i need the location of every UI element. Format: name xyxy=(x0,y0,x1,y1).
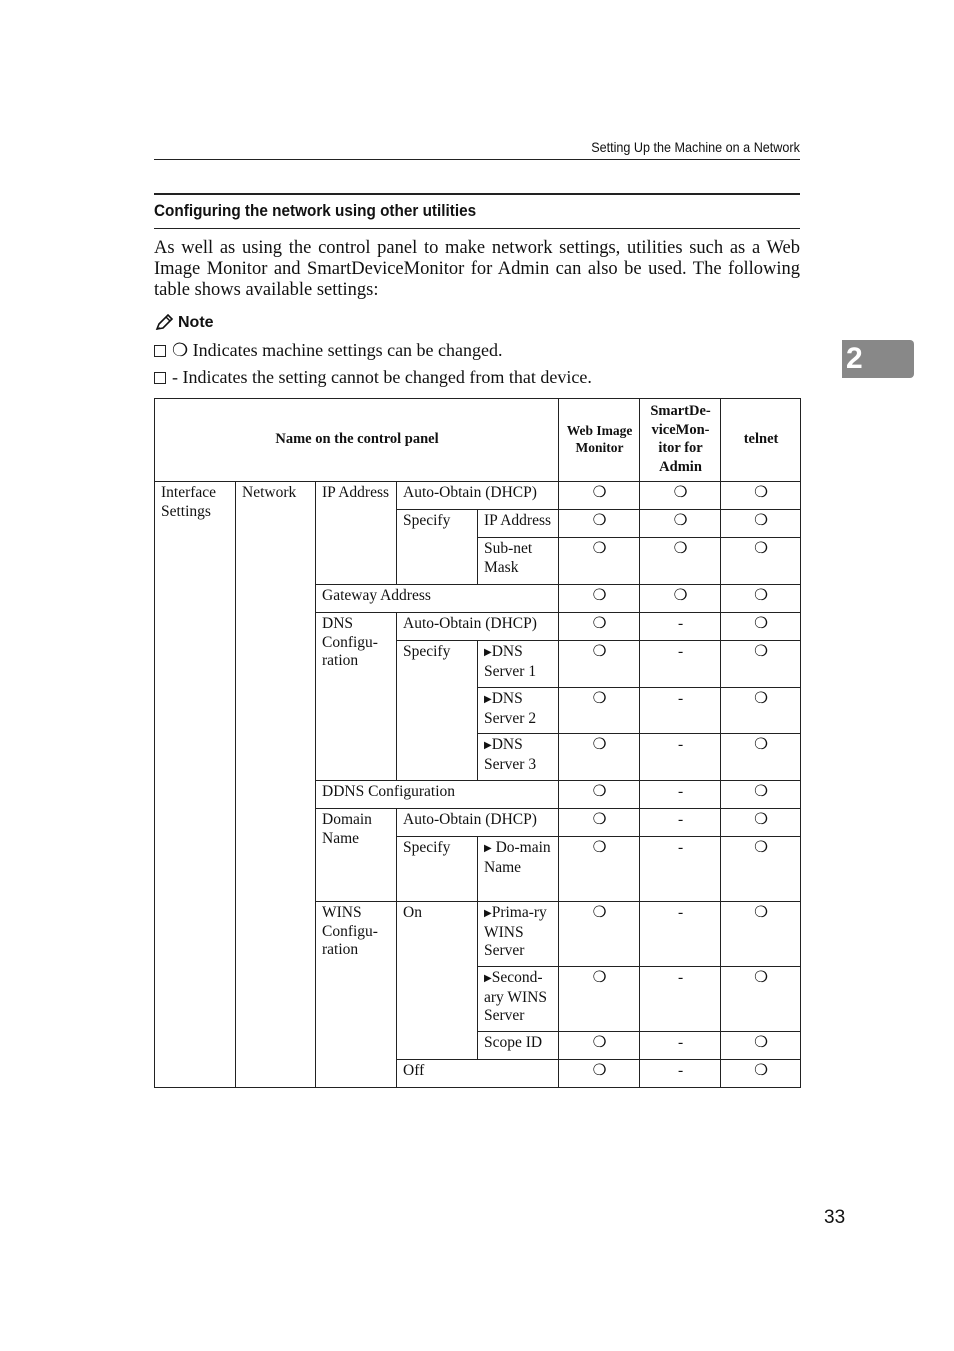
cell-mark: ❍ xyxy=(559,837,640,902)
cell-gateway: Gateway Address xyxy=(316,585,559,613)
cell-off: Off xyxy=(397,1060,559,1088)
cell-subnet-mask: Sub-net Mask xyxy=(478,538,559,585)
cell-mark: ❍ xyxy=(559,781,640,809)
cell-on: On xyxy=(397,902,478,1060)
cell-dns-server-1 xyxy=(478,641,559,688)
header-web-image-monitor: Web Image Monitor xyxy=(559,399,640,482)
cell-mark: ❍ xyxy=(721,902,801,967)
note-item xyxy=(154,340,503,361)
cell-mark: - xyxy=(640,781,721,809)
cell-specify: Specify xyxy=(397,837,478,902)
pencil-icon xyxy=(154,314,174,332)
note-item xyxy=(154,367,592,388)
cell-mark: - xyxy=(640,734,721,781)
cell-mark: - xyxy=(640,1060,721,1088)
checkbox-bullet-icon xyxy=(154,345,166,357)
note-label: Note xyxy=(178,314,214,331)
cell-mark: ❍ xyxy=(721,641,801,688)
triangle-right-icon: ▶ xyxy=(484,908,492,919)
cell-mark: ❍ xyxy=(559,902,640,967)
cell-auto-obtain: Auto-Obtain (DHCP) xyxy=(397,613,559,641)
cell-mark: ❍ xyxy=(559,538,640,585)
cell-mark: - xyxy=(640,613,721,641)
cell-label: Prima-ry WINS Server xyxy=(484,904,547,959)
cell-network: Network xyxy=(236,482,316,1088)
running-header: Setting Up the Machine on a Network xyxy=(591,139,800,155)
cell-mark: - xyxy=(640,967,721,1032)
cell-mark: ❍ xyxy=(721,837,801,902)
cell-dns-config: DNS Configu-ration xyxy=(316,613,397,781)
cell-mark: ❍ xyxy=(721,1032,801,1060)
section-bottom-rule xyxy=(154,228,800,229)
cell-mark: ❍ xyxy=(721,613,801,641)
cell-mark: - xyxy=(640,1032,721,1060)
cell-label: DNS Server 3 xyxy=(484,736,537,773)
cell-mark: ❍ xyxy=(559,482,640,510)
cell-mark: ❍ xyxy=(721,482,801,510)
cell-primary-wins xyxy=(478,902,559,967)
cell-mark: ❍ xyxy=(721,781,801,809)
cell-wins-config: WINS Configu-ration xyxy=(316,902,397,1088)
section-title: Configuring the network using other utilities xyxy=(154,201,477,220)
note-heading xyxy=(154,314,214,332)
cell-mark: ❍ xyxy=(640,510,721,538)
cell-mark: ❍ xyxy=(559,809,640,837)
triangle-right-icon: ▶ xyxy=(484,740,492,751)
triangle-right-icon: ▶ xyxy=(484,647,492,658)
header-rule xyxy=(154,159,800,160)
cell-mark: ❍ xyxy=(559,641,640,688)
cell-label: DNS Server 2 xyxy=(484,690,537,727)
cell-mark: ❍ xyxy=(721,510,801,538)
cell-label: Do-main Name xyxy=(484,839,551,876)
settings-table xyxy=(154,398,801,1088)
intro-paragraph: As well as using the control panel to make network settings, utilities such as a Web Image Monitor and SmartDeviceMonitor for Admin can also be used. The following table shows available settings: xyxy=(154,238,800,300)
cell-mark: - xyxy=(640,902,721,967)
header-name: Name on the control panel xyxy=(155,399,559,482)
cell-mark: ❍ xyxy=(721,967,801,1032)
cell-secondary-wins xyxy=(478,967,559,1032)
cell-mark: ❍ xyxy=(721,688,801,734)
cell-mark: ❍ xyxy=(559,734,640,781)
cell-specify: Specify xyxy=(397,510,478,585)
chapter-tab: 2 xyxy=(842,340,914,378)
cell-mark: - xyxy=(640,837,721,902)
cell-interface-settings: Interface Settings xyxy=(155,482,236,1088)
cell-mark: ❍ xyxy=(559,585,640,613)
cell-ddns: DDNS Configuration xyxy=(316,781,559,809)
cell-auto-obtain: Auto-Obtain (DHCP) xyxy=(397,482,559,510)
checkbox-bullet-icon xyxy=(154,372,166,384)
cell-mark: ❍ xyxy=(640,538,721,585)
page-number: 33 xyxy=(824,1207,846,1228)
cell-specify: Specify xyxy=(397,641,478,781)
cell-ip-address: IP Address xyxy=(478,510,559,538)
cell-mark: ❍ xyxy=(559,510,640,538)
cell-scope-id: Scope ID xyxy=(478,1032,559,1060)
cell-domain-name xyxy=(478,837,559,902)
cell-mark: ❍ xyxy=(559,967,640,1032)
cell-dns-server-2 xyxy=(478,688,559,734)
cell-dns-server-3 xyxy=(478,734,559,781)
cell-label: Second-ary WINS Server xyxy=(484,969,547,1024)
cell-mark: ❍ xyxy=(721,734,801,781)
cell-auto-obtain: Auto-Obtain (DHCP) xyxy=(397,809,559,837)
cell-mark: - xyxy=(640,641,721,688)
note-item-text: ❍ Indicates machine settings can be changed. xyxy=(172,340,503,360)
cell-mark: ❍ xyxy=(721,585,801,613)
cell-domain-name-group: Domain Name xyxy=(316,809,397,902)
note-item-text: - Indicates the setting cannot be changed from that device. xyxy=(172,367,592,387)
header-telnet: telnet xyxy=(721,399,801,482)
cell-mark: ❍ xyxy=(559,613,640,641)
cell-mark: ❍ xyxy=(640,482,721,510)
cell-mark: ❍ xyxy=(721,809,801,837)
table-row xyxy=(155,482,801,510)
cell-mark: ❍ xyxy=(559,1060,640,1088)
cell-mark: ❍ xyxy=(559,1032,640,1060)
cell-mark: ❍ xyxy=(721,538,801,585)
header-smartdevicemonitor: SmartDe-viceMon-itor for Admin xyxy=(640,399,721,482)
triangle-right-icon: ▶ xyxy=(484,973,492,984)
cell-mark: ❍ xyxy=(559,688,640,734)
table-header-row xyxy=(155,399,801,482)
cell-label: DNS Server 1 xyxy=(484,643,537,680)
triangle-right-icon: ▶ xyxy=(484,694,492,705)
cell-mark: - xyxy=(640,688,721,734)
cell-ip-address-group: IP Address xyxy=(316,482,397,585)
cell-mark: ❍ xyxy=(640,585,721,613)
cell-mark: - xyxy=(640,809,721,837)
triangle-right-icon: ▶ xyxy=(484,843,492,854)
section-top-rule xyxy=(154,193,800,195)
cell-mark: ❍ xyxy=(721,1060,801,1088)
